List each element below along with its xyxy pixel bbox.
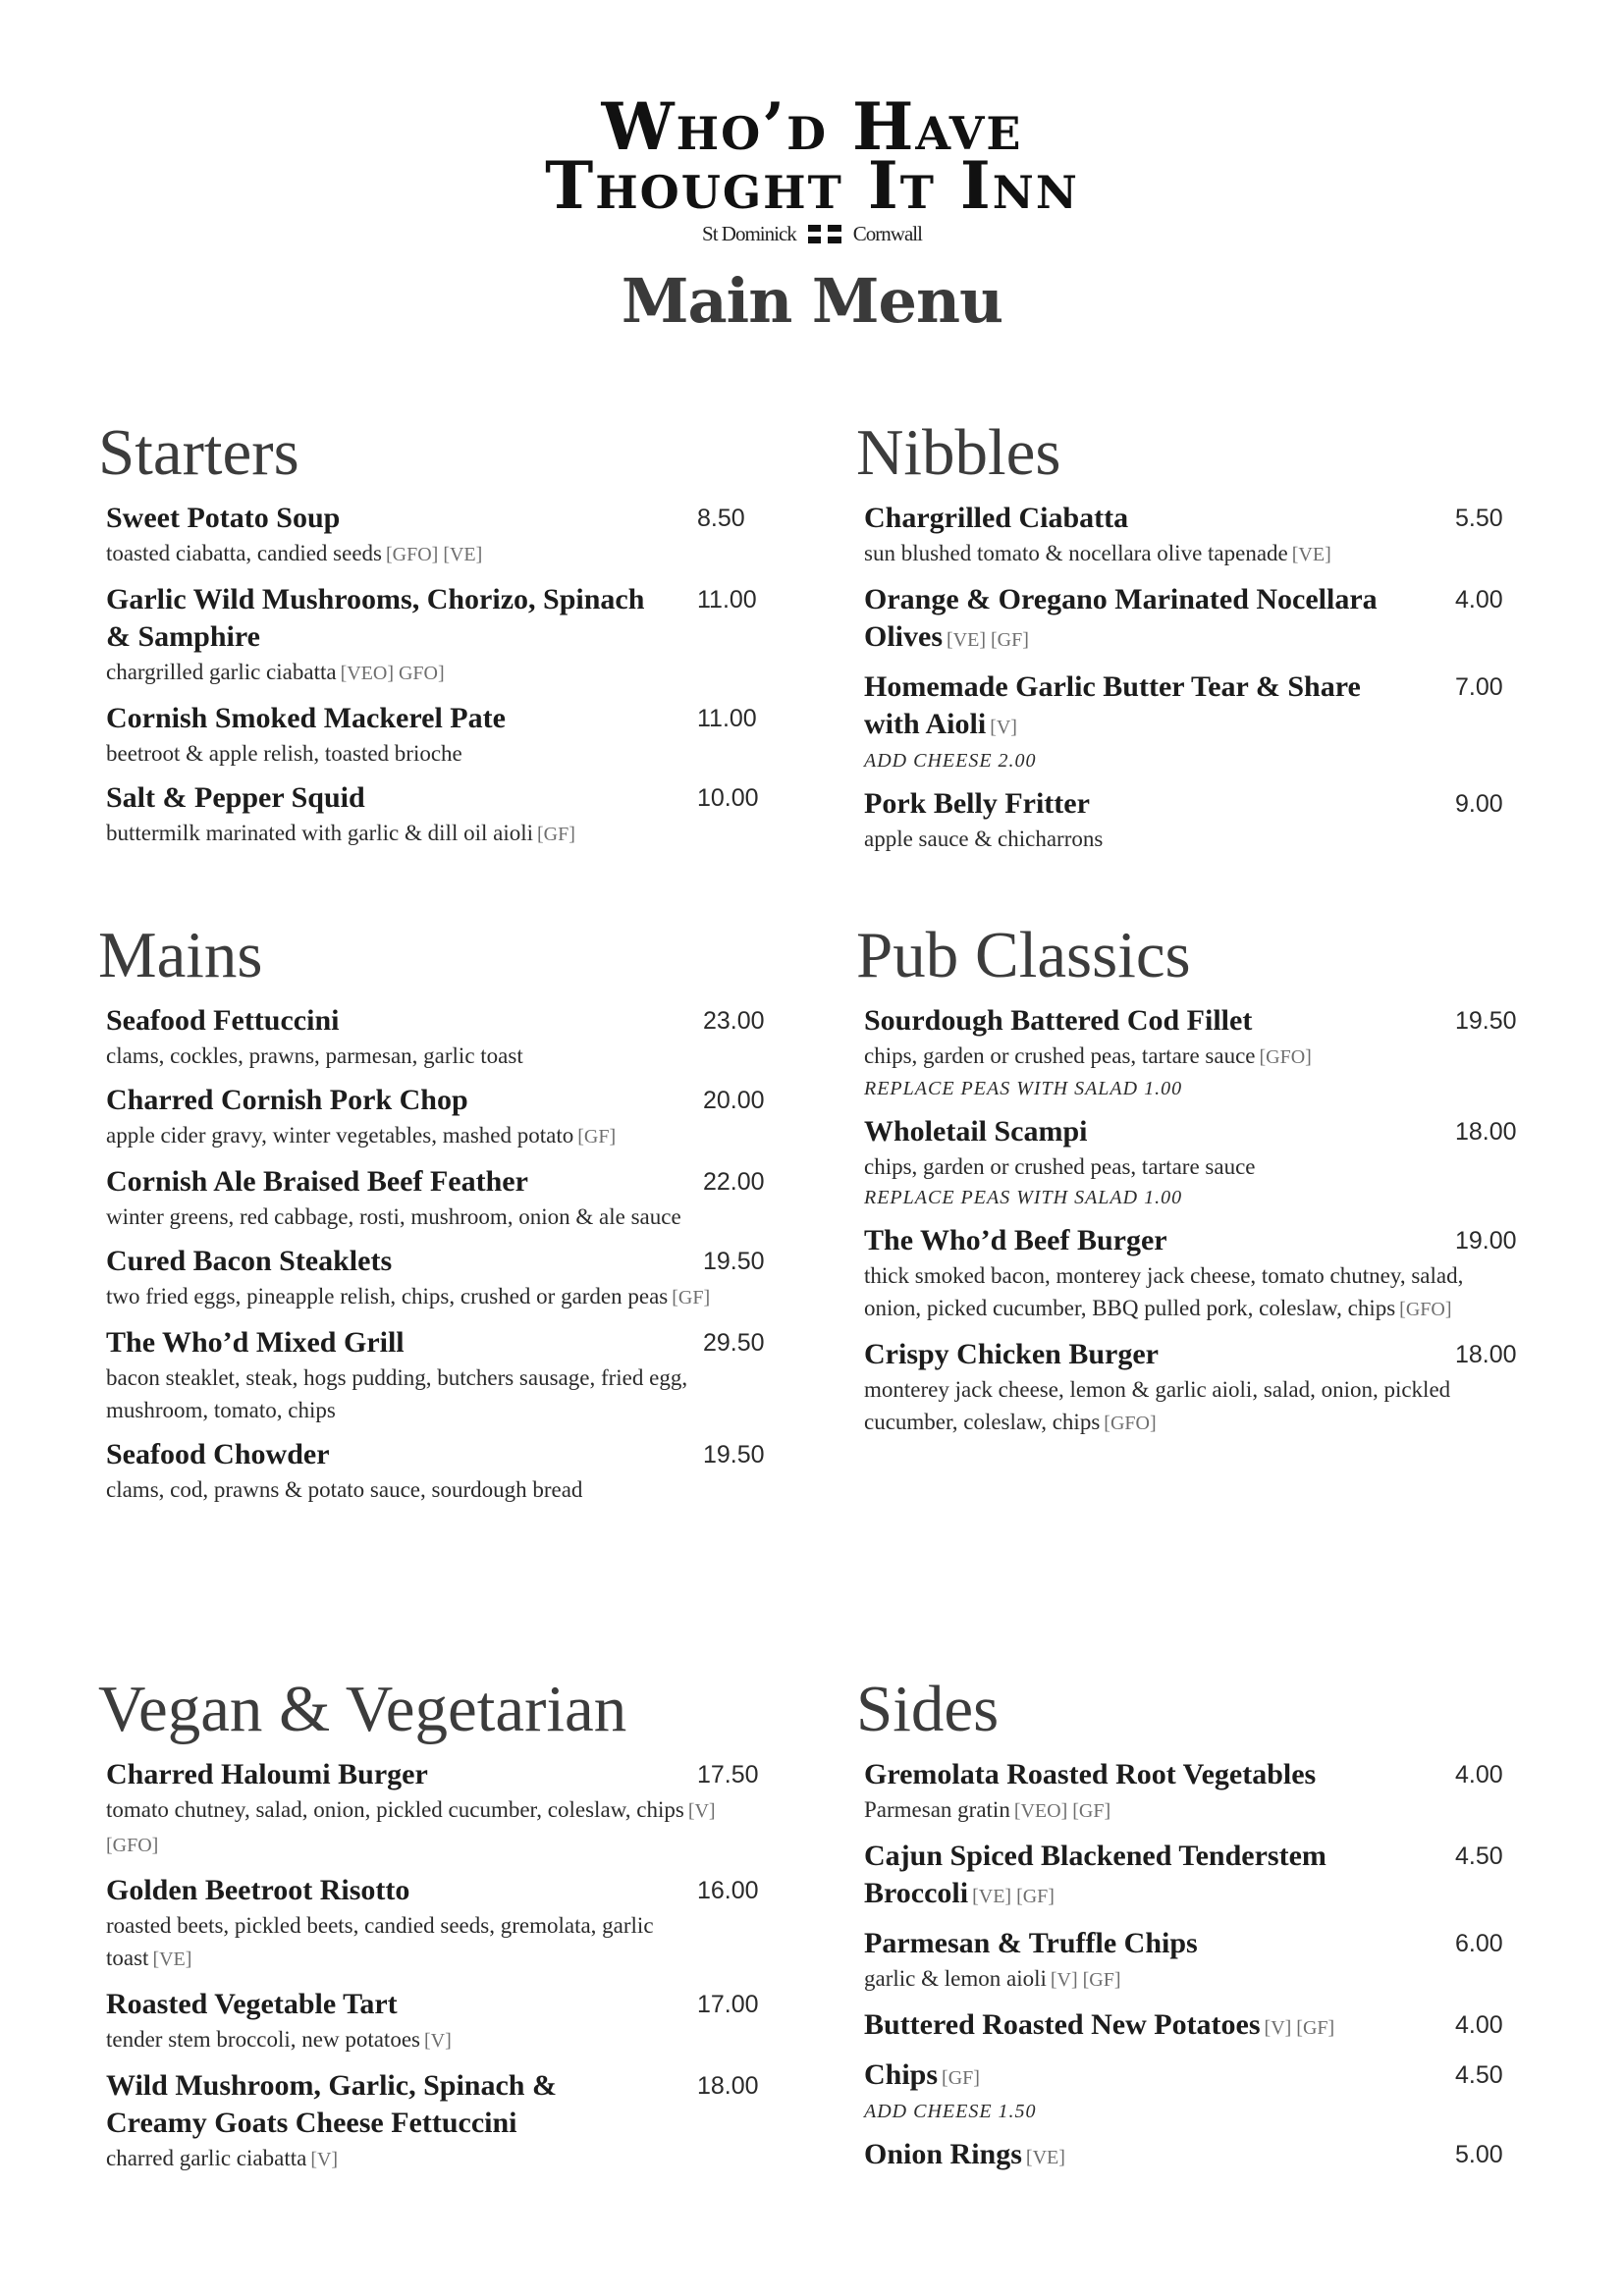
- menu-item: [864, 668, 1563, 775]
- item-name-line: [864, 1925, 1416, 1962]
- section-title: Starters: [98, 416, 299, 489]
- menu-item: [864, 2136, 1563, 2176]
- item-add-on: REPLACE PEAS WITH SALAD 1.00: [864, 1078, 1183, 1099]
- mains-section: [98, 919, 785, 1516]
- item-description-text: winter greens, red cabbage, rosti, mushroom, onion & ale sauce: [106, 1204, 681, 1229]
- dietary-tags: [V]: [990, 717, 1017, 738]
- item-add-on: REPLACE PEAS WITH SALAD 1.00: [864, 1187, 1183, 1208]
- nibbles-section: [856, 416, 1563, 865]
- item-name: Charred Cornish Pork Chop: [106, 1084, 468, 1116]
- item-name: Seafood Chowder: [106, 1438, 330, 1470]
- item-description-text: apple sauce & chicharrons: [864, 827, 1104, 851]
- menu-item: [864, 2006, 1563, 2047]
- item-description-text: chips, garden or crushed peas, tartare sauce: [864, 1154, 1256, 1179]
- item-price: 23.00: [703, 1007, 765, 1035]
- menu-item: [106, 1324, 785, 1426]
- menu-item: [106, 1002, 785, 1072]
- item-description: [864, 1040, 1475, 1074]
- menu-item: [864, 1925, 1563, 1997]
- brand-name-line-2: Thought It Inn: [545, 147, 1079, 224]
- item-price: 17.00: [697, 1991, 759, 2018]
- item-price: 16.00: [697, 1877, 759, 1904]
- item-name-line: [106, 779, 658, 817]
- item-name: Salt & Pepper Squid: [106, 781, 365, 814]
- section-title: Nibbles: [856, 416, 1061, 489]
- dietary-tags: [GF]: [537, 824, 575, 845]
- item-description-text: clams, cockles, prawns, parmesan, garlic toast: [106, 1043, 523, 1068]
- item-name-line: [864, 785, 1416, 823]
- item-name: Orange & Oregano Marinated Nocellara Olives: [864, 583, 1378, 653]
- menu-item: [864, 2056, 1563, 2126]
- brand-name-line-1: Who’d Have: [601, 88, 1023, 165]
- item-name: Onion Rings: [864, 2138, 1022, 2170]
- item-description-text: sun blushed tomato & nocellara olive tapenade: [864, 541, 1288, 565]
- item-price: 18.00: [697, 2072, 759, 2100]
- item-description: [106, 537, 717, 571]
- dietary-tags: [VE]: [1025, 2147, 1065, 2168]
- item-description-text: chargrilled garlic ciabatta: [106, 660, 337, 684]
- menu-item: [106, 2067, 766, 2176]
- menu-item: [106, 1756, 766, 1862]
- item-name-line: [864, 2056, 1416, 2097]
- starters-section: [98, 416, 766, 861]
- item-description: [864, 1373, 1475, 1440]
- menu-item: [864, 1222, 1563, 1326]
- item-name-line: [106, 1082, 664, 1119]
- item-description-text: bacon steaklet, steak, hogs pudding, butchers sausage, fried egg, mushroom, tomato, chips: [106, 1365, 688, 1422]
- item-price: 8.50: [697, 505, 745, 532]
- item-price: 9.00: [1455, 790, 1503, 818]
- item-description-text: monterey jack cheese, lemon & garlic aioli, salad, onion, pickled cucumber, coleslaw, chips: [864, 1377, 1451, 1434]
- item-name: Charred Haloumi Burger: [106, 1758, 428, 1790]
- item-name-line: [106, 1436, 664, 1473]
- item-name: Cornish Ale Braised Beef Feather: [106, 1165, 528, 1198]
- item-description-text: chips, garden or crushed peas, tartare sauce: [864, 1043, 1256, 1068]
- item-name: The Who’d Mixed Grill: [106, 1326, 405, 1359]
- item-description-text: tomato chutney, salad, onion, pickled cucumber, coleslaw, chips: [106, 1797, 684, 1822]
- item-description-text: garlic & lemon aioli: [864, 1966, 1047, 1991]
- item-description-text: thick smoked bacon, monterey jack cheese, tomato chutney, salad, onion, picked cucumber, BBQ pulled pork, coleslaw, chips: [864, 1263, 1464, 1320]
- item-name-line: [106, 1756, 658, 1793]
- item-description-text: clams, cod, prawns & potato sauce, sourdough bread: [106, 1477, 583, 1502]
- item-name-line: [106, 1002, 664, 1040]
- item-description: [106, 1040, 723, 1072]
- item-price: 6.00: [1455, 1930, 1503, 1957]
- menu-item: [106, 1163, 785, 1233]
- item-price: 11.00: [697, 705, 757, 732]
- item-name: Cornish Smoked Mackerel Pate: [106, 702, 506, 734]
- menu-item: [864, 581, 1563, 659]
- item-description-text: Parmesan gratin: [864, 1797, 1010, 1822]
- item-name-line: [864, 1222, 1416, 1259]
- item-price: 10.00: [697, 784, 759, 812]
- dietary-tags: [GF]: [672, 1287, 711, 1308]
- item-name-line: [864, 668, 1416, 746]
- item-description-text: apple cider gravy, winter vegetables, mashed potato: [106, 1123, 574, 1148]
- item-name: Golden Beetroot Risotto: [106, 1874, 410, 1906]
- item-name-line: [864, 1113, 1416, 1150]
- section-title: Mains: [98, 919, 263, 991]
- dietary-tags: [V]: [423, 2030, 452, 2052]
- item-price: 22.00: [703, 1168, 765, 1196]
- item-name-line: [864, 1756, 1416, 1793]
- pub-classics-section: [856, 919, 1563, 1450]
- item-name: Wholetail Scampi: [864, 1115, 1088, 1148]
- item-description-text: buttermilk marinated with garlic & dill oil aioli: [106, 821, 533, 845]
- item-name-line: [106, 1872, 658, 1909]
- item-price: 19.00: [1455, 1227, 1517, 1255]
- menu-item: [864, 1336, 1563, 1440]
- menu-item: [106, 1436, 785, 1506]
- dietary-tags: [GF]: [577, 1126, 617, 1148]
- item-price: 18.00: [1455, 1341, 1517, 1368]
- item-price: 4.00: [1455, 2011, 1503, 2039]
- item-description: [106, 1119, 723, 1153]
- item-description: [106, 2023, 717, 2057]
- item-description: [106, 1473, 723, 1506]
- item-price: 5.00: [1455, 2141, 1503, 2168]
- section-title: Pub Classics: [856, 919, 1191, 991]
- item-price: 11.00: [697, 586, 757, 614]
- item-name-line: [106, 500, 658, 537]
- menu-item: [106, 1986, 766, 2057]
- item-name: Garlic Wild Mushrooms, Chorizo, Spinach & Samphire: [106, 583, 645, 653]
- item-description: [864, 823, 1475, 855]
- dietary-tags: [GFO] [VE]: [386, 544, 483, 565]
- menu-header: [0, 0, 1624, 373]
- dietary-tags: [V] [GF]: [1264, 2017, 1335, 2039]
- item-description: [106, 1793, 717, 1862]
- item-price: 4.00: [1455, 1761, 1503, 1789]
- dietary-tags: [VEO] GFO]: [340, 663, 445, 684]
- item-name: Homemade Garlic Butter Tear & Share with Aioli: [864, 670, 1361, 740]
- dietary-tags: [VE] [GF]: [972, 1886, 1055, 1907]
- item-name: Seafood Fettuccini: [106, 1004, 340, 1037]
- location: [0, 222, 1624, 246]
- dietary-tags: [GFO]: [1259, 1046, 1312, 1068]
- item-price: 4.50: [1455, 1842, 1503, 1870]
- item-name: The Who’d Beef Burger: [864, 1224, 1167, 1256]
- menu-title: Main Menu: [621, 265, 1003, 337]
- item-name: Chips: [864, 2058, 939, 2091]
- location-village: St Dominick: [702, 222, 796, 245]
- item-description: [106, 1280, 723, 1314]
- item-description: [106, 1909, 717, 1976]
- item-description: [106, 1362, 723, 1426]
- dietary-tags: [VE] [GF]: [947, 629, 1029, 651]
- item-name: Sweet Potato Soup: [106, 502, 341, 534]
- menu-item: [106, 500, 766, 571]
- dietary-tags: [GF]: [942, 2067, 980, 2089]
- item-name-line: [106, 1986, 658, 2023]
- item-name-line: [864, 1838, 1416, 1915]
- item-description: [106, 737, 717, 770]
- item-name: Cured Bacon Steaklets: [106, 1245, 393, 1277]
- item-price: 19.50: [703, 1248, 765, 1275]
- dietary-tags: [GFO]: [1399, 1299, 1452, 1320]
- item-name: Cajun Spiced Blackened Tenderstem Broccoli: [864, 1840, 1326, 1909]
- cornwall-flag-icon: [808, 225, 841, 243]
- menu-item: [864, 1756, 1563, 1828]
- item-price: 20.00: [703, 1087, 765, 1114]
- item-price: 4.00: [1455, 586, 1503, 614]
- item-name: Wild Mushroom, Garlic, Spinach & Creamy Goats Cheese Fettuccini: [106, 2069, 557, 2139]
- item-name-line: [864, 500, 1416, 537]
- sides-section: [856, 1673, 1563, 2186]
- item-name-line: [864, 581, 1416, 659]
- item-price: 18.00: [1455, 1118, 1517, 1146]
- dietary-tags: [VE]: [152, 1949, 192, 1970]
- dietary-tags: [V] [GF]: [1050, 1969, 1121, 1991]
- item-price: 7.00: [1455, 673, 1503, 701]
- item-description-text: two fried eggs, pineapple relish, chips, crushed or garden peas: [106, 1284, 669, 1308]
- item-description: [864, 1259, 1475, 1326]
- menu-item: [864, 785, 1563, 855]
- menu-item: [864, 500, 1563, 571]
- item-name: Buttered Roasted New Potatoes: [864, 2008, 1261, 2041]
- dietary-tags: [GFO]: [1104, 1413, 1157, 1434]
- menu-item: [864, 1838, 1563, 1915]
- item-name-line: [864, 1002, 1416, 1040]
- menu-item: [106, 1243, 785, 1314]
- section-title: Vegan & Vegetarian: [98, 1673, 627, 1745]
- item-name-line: [106, 581, 658, 656]
- item-price: 17.50: [697, 1761, 759, 1789]
- item-name-line: [864, 2006, 1416, 2047]
- menu-item: [106, 1082, 785, 1153]
- item-name-line: [106, 700, 658, 737]
- menu-item: [106, 779, 766, 851]
- item-name-line: [106, 1243, 664, 1280]
- menu-item: [106, 700, 766, 770]
- item-price: 5.50: [1455, 505, 1503, 532]
- item-description-text: toasted ciabatta, candied seeds: [106, 541, 382, 565]
- item-price: 4.50: [1455, 2061, 1503, 2089]
- menu-item: [106, 581, 766, 690]
- item-name: Chargrilled Ciabatta: [864, 502, 1129, 534]
- menu-item: [864, 1113, 1563, 1212]
- menu-item: [106, 1872, 766, 1976]
- item-name-line: [106, 1163, 664, 1201]
- dietary-tags: [VE]: [1291, 544, 1331, 565]
- item-name: Crispy Chicken Burger: [864, 1338, 1159, 1370]
- item-name: Sourdough Battered Cod Fillet: [864, 1004, 1253, 1037]
- item-add-on: ADD CHEESE 1.50: [864, 2101, 1037, 2122]
- item-description-text: tender stem broccoli, new potatoes: [106, 2027, 420, 2052]
- item-name: Gremolata Roasted Root Vegetables: [864, 1758, 1317, 1790]
- item-description: [864, 1962, 1475, 1997]
- item-name-line: [864, 1336, 1416, 1373]
- dietary-tags: [VEO] [GF]: [1013, 1800, 1111, 1822]
- item-description-text: charred garlic ciabatta: [106, 2146, 307, 2170]
- item-add-on: ADD CHEESE 2.00: [864, 750, 1037, 772]
- item-name-line: [106, 1324, 664, 1362]
- item-description: [864, 1150, 1475, 1183]
- vegan-vegetarian-section: [98, 1673, 766, 2186]
- item-name: Pork Belly Fritter: [864, 787, 1090, 820]
- section-title: Sides: [856, 1673, 1000, 1745]
- item-name: Roasted Vegetable Tart: [106, 1988, 398, 2020]
- item-description: [106, 1201, 723, 1233]
- item-price: 19.50: [703, 1441, 765, 1468]
- item-name-line: [864, 2136, 1416, 2176]
- item-description-text: beetroot & apple relish, toasted brioche: [106, 741, 462, 766]
- item-description: [864, 1793, 1475, 1828]
- item-name: Parmesan & Truffle Chips: [864, 1927, 1198, 1959]
- dietary-tags: [V]: [310, 2149, 339, 2170]
- item-name-line: [106, 2067, 658, 2142]
- dietary-tags: [V] [GFO]: [106, 1800, 716, 1856]
- item-price: 29.50: [703, 1329, 765, 1357]
- item-description: [864, 537, 1475, 571]
- menu-item: [864, 1002, 1563, 1103]
- item-description-text: roasted beets, pickled beets, candied seeds, gremolata, garlic toast: [106, 1913, 654, 1970]
- item-price: 19.50: [1455, 1007, 1517, 1035]
- item-description: [106, 656, 717, 690]
- item-description: [106, 817, 717, 851]
- item-description: [106, 2142, 717, 2176]
- location-county: Cornwall: [852, 222, 922, 245]
